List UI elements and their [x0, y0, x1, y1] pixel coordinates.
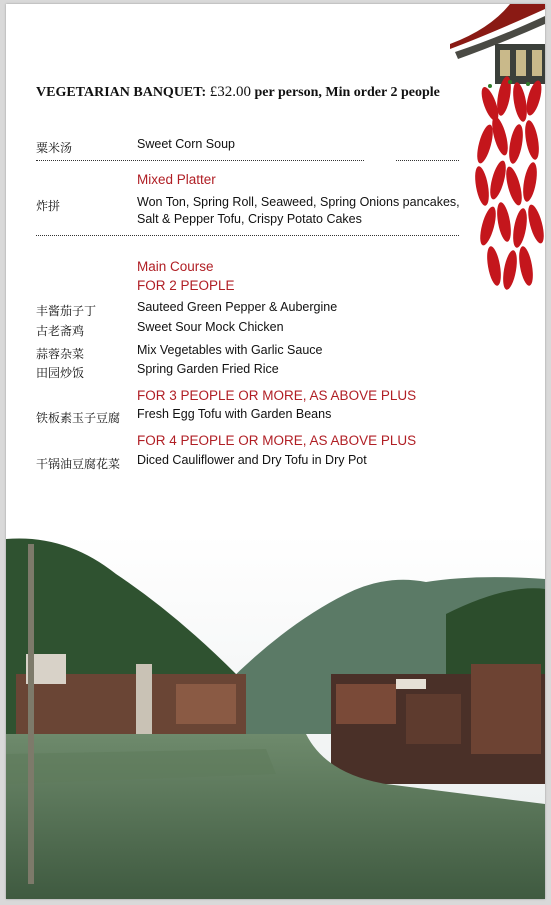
main-item-2-english: Sweet Sour Mock Chicken [137, 320, 284, 334]
chilli-strings-image [470, 74, 545, 299]
main-item-4-english: Spring Garden Fried Rice [137, 362, 279, 376]
banquet-title [36, 84, 440, 101]
soup-english: Sweet Corn Soup [137, 137, 235, 151]
pagoda-roof-image [450, 4, 545, 84]
banquet-title-label: VEGETARIAN BANQUET: [36, 85, 207, 100]
platter-line-1: Won Ton, Spring Roll, Seaweed, Spring Onions pancakes, [137, 195, 460, 209]
main-item-1-english: Sauteed Green Pepper & Aubergine [137, 300, 338, 314]
for-3-item-english: Fresh Egg Tofu with Garden Beans [137, 407, 332, 421]
soup-chinese: 粟米汤 [36, 141, 73, 155]
main-item-3-chinese: 蒜蓉杂菜 [36, 347, 85, 361]
main-item-1-chinese: 丰酱茄子丁 [36, 304, 97, 318]
menu-page [6, 4, 545, 899]
divider [36, 235, 459, 236]
for-3-people-heading: FOR 3 PEOPLE OR MORE, AS ABOVE PLUS [137, 388, 417, 403]
banquet-title-rest: per person, Min order 2 people [254, 85, 440, 100]
for-2-people-heading: FOR 2 PEOPLE [137, 278, 235, 293]
divider [36, 160, 364, 161]
river-town-photo [6, 534, 545, 899]
main-item-4-chinese: 田园炒饭 [36, 366, 85, 380]
main-item-2-chinese: 古老斋鸡 [36, 324, 85, 338]
main-course-heading: Main Course [137, 259, 214, 274]
divider [396, 160, 459, 161]
banquet-price: £32.00 [209, 84, 251, 100]
platter-heading: Mixed Platter [137, 172, 216, 187]
platter-chinese: 炸拼 [36, 199, 61, 213]
for-4-people-heading: FOR 4 PEOPLE OR MORE, AS ABOVE PLUS [137, 433, 417, 448]
for-3-item-chinese: 铁板素玉子豆腐 [36, 411, 121, 425]
for-4-item-english: Diced Cauliflower and Dry Tofu in Dry Pot [137, 453, 367, 467]
platter-line-2: Salt & Pepper Tofu, Crispy Potato Cakes [137, 212, 362, 226]
main-item-3-english: Mix Vegetables with Garlic Sauce [137, 343, 323, 357]
for-4-item-chinese: 干锅油豆腐花菜 [36, 457, 121, 471]
